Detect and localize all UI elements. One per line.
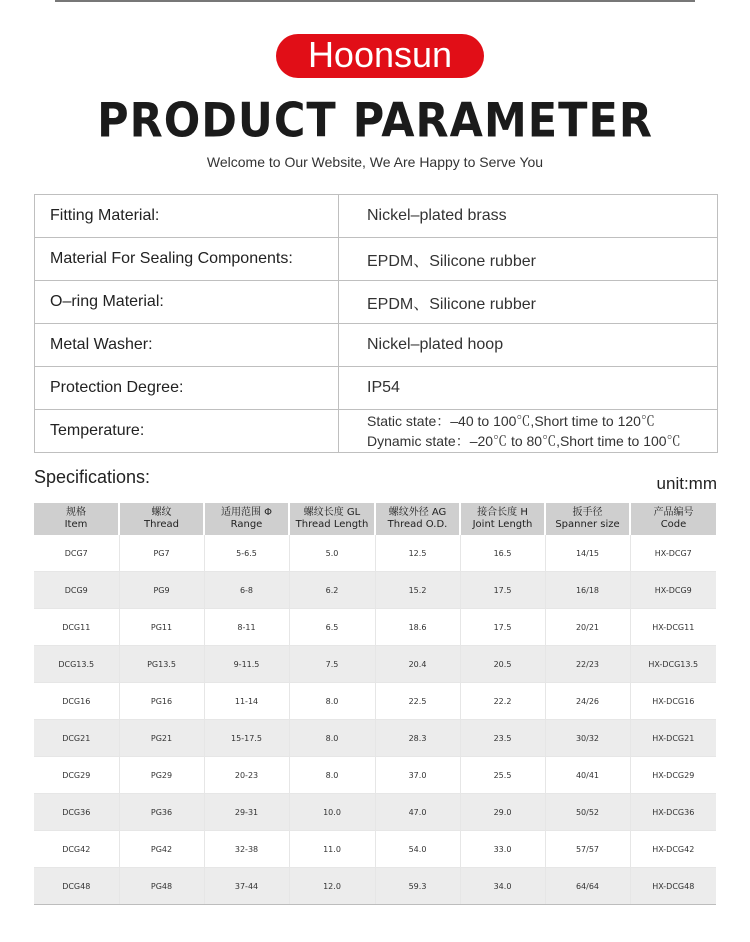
table-cell: HX-DCG36 (630, 794, 716, 831)
column-header-en: Spanner size (555, 519, 620, 530)
column-header-en: Range (230, 519, 263, 530)
table-cell: 28.3 (375, 720, 460, 757)
table-cell: 8.0 (289, 757, 375, 794)
table-cell: 30/32 (545, 720, 630, 757)
table-cell: DCG42 (34, 831, 119, 868)
table-cell: 8.0 (289, 683, 375, 720)
specifications-heading: Specifications: (34, 467, 151, 487)
temperature-static: Static state：–40 to 100℃,Short time to 120℃ (367, 413, 655, 429)
table-cell: PG7 (119, 535, 204, 572)
table-cell: PG29 (119, 757, 204, 794)
table-row (34, 794, 716, 831)
param-label: Protection Degree: (35, 367, 339, 409)
table-cell: DCG11 (34, 609, 119, 646)
table-cell: HX-DCG16 (630, 683, 716, 720)
column-header-cn: 接合长度 H (477, 507, 528, 518)
table-cell: PG21 (119, 720, 204, 757)
column-header-en: Thread Length (295, 519, 369, 530)
table-cell: PG9 (119, 572, 204, 609)
table-cell: PG16 (119, 683, 204, 720)
table-cell: DCG9 (34, 572, 119, 609)
table-row (34, 720, 716, 757)
table-cell: HX-DCG9 (630, 572, 716, 609)
column-header-cn: 规格 (66, 507, 86, 518)
logo-text: Hoonsun (307, 33, 453, 75)
table-cell: DCG16 (34, 683, 119, 720)
param-label: Fitting Material: (35, 195, 339, 237)
table-body (34, 535, 716, 905)
table-cell: 8.0 (289, 720, 375, 757)
table-cell: 16.5 (460, 535, 545, 572)
table-cell: HX-DCG13.5 (630, 646, 716, 683)
table-cell: 5.0 (289, 535, 375, 572)
column-header (630, 503, 716, 535)
column-header-en: Joint Length (472, 519, 533, 530)
column-header (34, 503, 119, 535)
table-cell: 15-17.5 (204, 720, 289, 757)
column-header-cn: 螺纹 (151, 507, 172, 518)
table-cell: HX-DCG7 (630, 535, 716, 572)
table-cell: 22.5 (375, 683, 460, 720)
table-cell: 7.5 (289, 646, 375, 683)
param-row (35, 238, 717, 281)
table-cell: 40/41 (545, 757, 630, 794)
table-cell: 64/64 (545, 868, 630, 905)
column-header (545, 503, 630, 535)
column-header-en: Code (660, 519, 687, 530)
table-cell: 12.0 (289, 868, 375, 905)
table-cell: HX-DCG11 (630, 609, 716, 646)
table-cell: 6.2 (289, 572, 375, 609)
table-cell: 15.2 (375, 572, 460, 609)
table-cell: 59.3 (375, 868, 460, 905)
table-cell: 22.2 (460, 683, 545, 720)
column-header-cn: 适用范围 Φ (220, 507, 273, 518)
table-cell: 16/18 (545, 572, 630, 609)
table-cell: 18.6 (375, 609, 460, 646)
table-cell: 20.4 (375, 646, 460, 683)
table-cell: 6.5 (289, 609, 375, 646)
table-cell: 37.0 (375, 757, 460, 794)
param-label: Material For Sealing Components: (35, 238, 339, 280)
table-cell: PG42 (119, 831, 204, 868)
table-cell: 20-23 (204, 757, 289, 794)
table-cell: PG36 (119, 794, 204, 831)
column-header (204, 503, 289, 535)
param-value: EPDM、Silicone rubber (367, 252, 536, 270)
table-cell: 50/52 (545, 794, 630, 831)
table-cell: 20.5 (460, 646, 545, 683)
table-cell: DCG36 (34, 794, 119, 831)
table-cell: 32-38 (204, 831, 289, 868)
column-header-en: Thread (144, 519, 179, 530)
table-cell: 24/26 (545, 683, 630, 720)
table-cell: 54.0 (375, 831, 460, 868)
param-value: Nickel–plated brass (367, 207, 507, 224)
param-label: Temperature: (35, 410, 339, 452)
table-cell: 10.0 (289, 794, 375, 831)
table-cell: 33.0 (460, 831, 545, 868)
table-cell: HX-DCG42 (630, 831, 716, 868)
table-row (34, 683, 716, 720)
table-cell: 23.5 (460, 720, 545, 757)
column-header (460, 503, 545, 535)
column-header-cn: 螺纹长度 GL (303, 507, 361, 518)
table-cell: 9-11.5 (204, 646, 289, 683)
table-cell: 14/15 (545, 535, 630, 572)
column-header-cn: 螺纹外径 AG (388, 507, 447, 518)
table-row (34, 572, 716, 609)
top-divider (55, 0, 695, 2)
table-cell: DCG48 (34, 868, 119, 905)
table-cell: 11-14 (204, 683, 289, 720)
table-cell: 22/23 (545, 646, 630, 683)
table-row (34, 535, 716, 572)
table-header-row (34, 503, 716, 535)
table-cell: DCG7 (34, 535, 119, 572)
column-header (289, 503, 375, 535)
param-value: Nickel–plated hoop (367, 336, 504, 353)
page-subtitle: Welcome to Our Website, We Are Happy to Serve You (206, 154, 544, 170)
table-cell: PG11 (119, 609, 204, 646)
unit-label: unit:mm (656, 474, 717, 493)
column-header-cn: 扳手径 (572, 507, 603, 518)
column-header (119, 503, 204, 535)
specifications-table (34, 503, 716, 905)
table-row (34, 646, 716, 683)
table-cell: 57/57 (545, 831, 630, 868)
table-cell: 25.5 (460, 757, 545, 794)
table-cell: HX-DCG48 (630, 868, 716, 905)
table-cell: 8-11 (204, 609, 289, 646)
table-cell: 47.0 (375, 794, 460, 831)
table-cell: 34.0 (460, 868, 545, 905)
parameter-table (34, 194, 718, 453)
column-header-en: Thread O.D. (387, 519, 448, 530)
column-header-cn: 产品编号 (653, 507, 694, 518)
table-cell: 20/21 (545, 609, 630, 646)
page-title: PRODUCT PARAMETER (97, 93, 653, 149)
table-row (34, 609, 716, 646)
column-header (375, 503, 460, 535)
param-label: O–ring Material: (35, 281, 339, 323)
temperature-dynamic: Dynamic state：–20℃ to 80℃,Short time to 100℃ (367, 433, 681, 449)
param-value: EPDM、Silicone rubber (367, 295, 536, 313)
param-row (35, 281, 717, 324)
table-cell: 37-44 (204, 868, 289, 905)
table-cell: HX-DCG21 (630, 720, 716, 757)
table-cell: HX-DCG29 (630, 757, 716, 794)
table-cell: PG13.5 (119, 646, 204, 683)
table-cell: 5-6.5 (204, 535, 289, 572)
table-cell: 12.5 (375, 535, 460, 572)
brand-logo (276, 34, 484, 78)
table-row (34, 831, 716, 868)
param-row-temperature (35, 410, 717, 453)
param-value-temperature (339, 410, 717, 452)
table-row (34, 757, 716, 794)
table-cell: 17.5 (460, 572, 545, 609)
table-cell: 29-31 (204, 794, 289, 831)
table-cell: DCG13.5 (34, 646, 119, 683)
column-header-en: Item (64, 519, 88, 530)
param-row (35, 195, 717, 238)
param-label: Metal Washer: (35, 324, 339, 366)
param-value: IP54 (367, 379, 400, 396)
table-cell: DCG29 (34, 757, 119, 794)
table-cell: DCG21 (34, 720, 119, 757)
table-row (34, 868, 716, 905)
table-cell: 6-8 (204, 572, 289, 609)
param-row (35, 367, 717, 410)
param-row (35, 324, 717, 367)
table-cell: 29.0 (460, 794, 545, 831)
table-cell: 17.5 (460, 609, 545, 646)
table-cell: PG48 (119, 868, 204, 905)
table-cell: 11.0 (289, 831, 375, 868)
